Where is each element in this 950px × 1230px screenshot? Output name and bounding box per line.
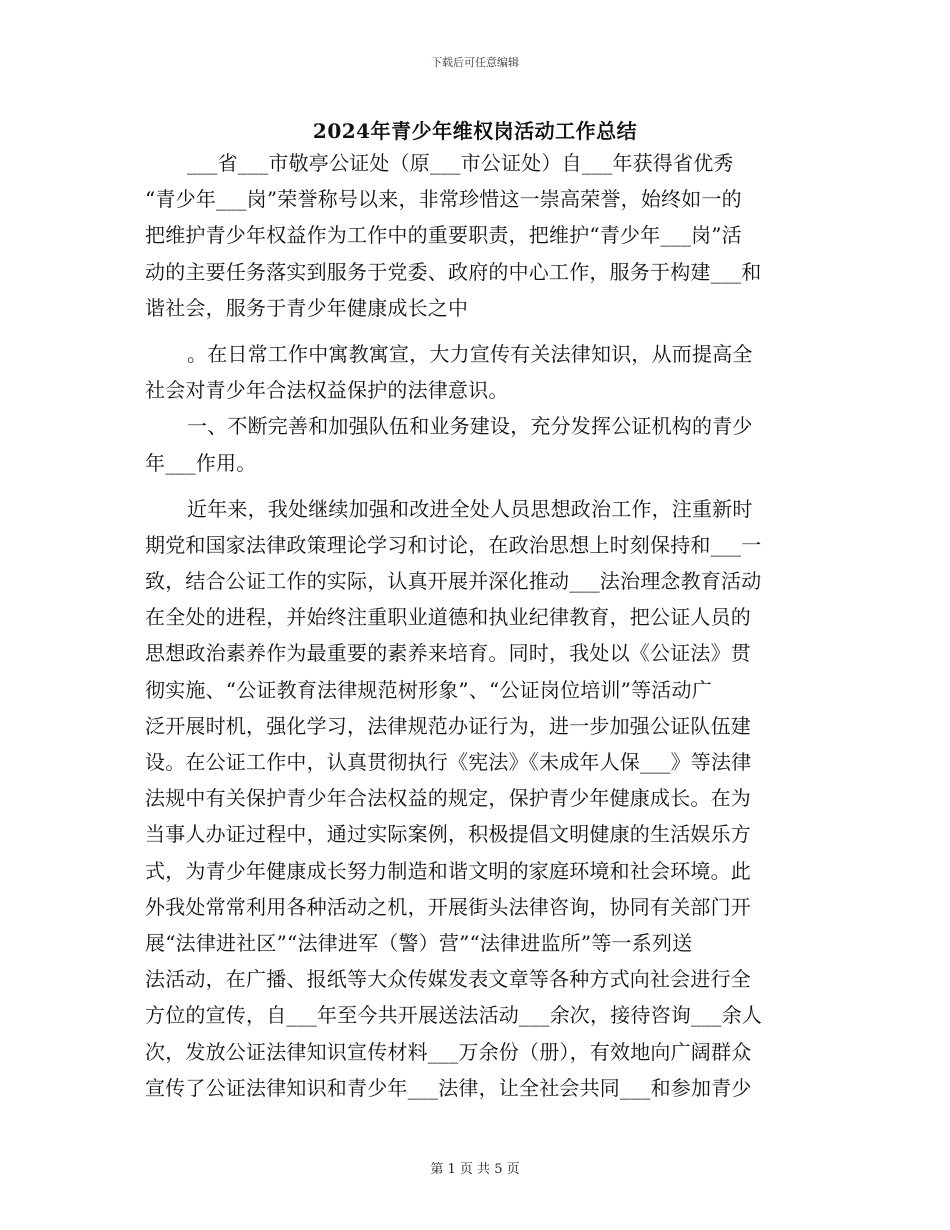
text-line: 期党和国家法律政策理论学习和讨论，在政治思想上时刻保持和___一 bbox=[145, 532, 762, 557]
text-line: 动的主要任务落实到服务于党委、政府的中心工作，服务于构建___和 bbox=[145, 259, 762, 284]
section-heading-1 bbox=[145, 408, 805, 480]
paragraph-2 bbox=[145, 336, 805, 408]
text-line: 思想政治素养作为最重要的素养来培育。同时，我处以《公证法》贯 bbox=[145, 641, 751, 666]
paragraph-3 bbox=[145, 491, 805, 1106]
text-line: ___省___市敬亭公证处（原___市公证处）自___年获得省优秀 bbox=[187, 151, 734, 175]
text-line: 方位的宣传，自___年至今共开展送法活动___余次，接待咨询___余人 bbox=[145, 1003, 762, 1028]
text-line: 泛开展时机，强化学习，法律规范办证行为，进一步加强公证队伍建 bbox=[145, 713, 751, 738]
text-line: 设。在公证工作中，认真贯彻执行《宪法》《未成年人保___》等法律 bbox=[145, 750, 752, 774]
text-line: 法活动，在广播、报纸等大众传媒发表文章等各种方式向社会进行全 bbox=[145, 967, 751, 992]
text-line: 致，结合公证工作的实际，认真开展并深化推动___法治理念教育活动 bbox=[145, 569, 762, 594]
document-body bbox=[145, 145, 805, 1106]
text-line: 把维护青少年权益作为工作中的重要职责，把维护“青少年___岗”活 bbox=[145, 223, 742, 248]
document-title: 2024年青少年维权岗活动工作总结 bbox=[312, 119, 638, 143]
text-line: 谐社会，服务于青少年健康成长之中 bbox=[145, 295, 469, 320]
text-line: 社会对青少年合法权益保护的法律意识。 bbox=[145, 378, 509, 403]
text-line: “青少年___岗”荣誉称号以来，非常珍惜这一崇高荣誉，始终如一的 bbox=[145, 187, 742, 212]
text-line: 式，为青少年健康成长努力制造和谐文明的家庭环境和社会环境。此 bbox=[145, 858, 751, 883]
text-line: 年___作用。 bbox=[145, 450, 257, 475]
text-line: 一、不断完善和加强队伍和业务建设，充分发挥公证机构的青少 bbox=[187, 414, 753, 439]
text-line: 法规中有关保护青少年合法权益的规定，保护青少年健康成长。在为 bbox=[145, 786, 751, 811]
text-line: 次，发放公证法律知识宣传材料___万余份（册），有效地向广阔群众 bbox=[145, 1039, 752, 1064]
text-line: 外我处常常利用各种活动之机，开展街头法律咨询，协同有关部门开 bbox=[145, 894, 751, 919]
text-line: 当事人办证过程中，通过实际案例，积极提倡文明健康的生活娱乐方 bbox=[145, 822, 751, 847]
text-line: 近年来，我处继续加强和改进全处人员思想政治工作，注重新时 bbox=[187, 496, 753, 521]
text-line: 展“法律进社区”“法律进军（警）营”“法律进监所”等一系列送 bbox=[145, 930, 693, 955]
text-line: 彻实施、“公证教育法律规范树形象”、“公证岗位培训”等活动广 bbox=[145, 677, 712, 702]
text-line: 宣传了公证法律知识和青少年___法律，让全社会共同___和参加青少 bbox=[145, 1075, 752, 1100]
page-header-note: 下载后可任意编辑 bbox=[431, 56, 519, 69]
page-number: 第 1 页 共 5 页 bbox=[430, 1162, 520, 1177]
text-line: 在全处的进程，并始终注重职业道德和执业纪律教育，把公证人员的 bbox=[145, 605, 751, 630]
text-line: 。在日常工作中寓教寓宣，大力宣传有关法律知识，从而提高全 bbox=[187, 341, 753, 366]
paragraph-1 bbox=[145, 145, 805, 326]
